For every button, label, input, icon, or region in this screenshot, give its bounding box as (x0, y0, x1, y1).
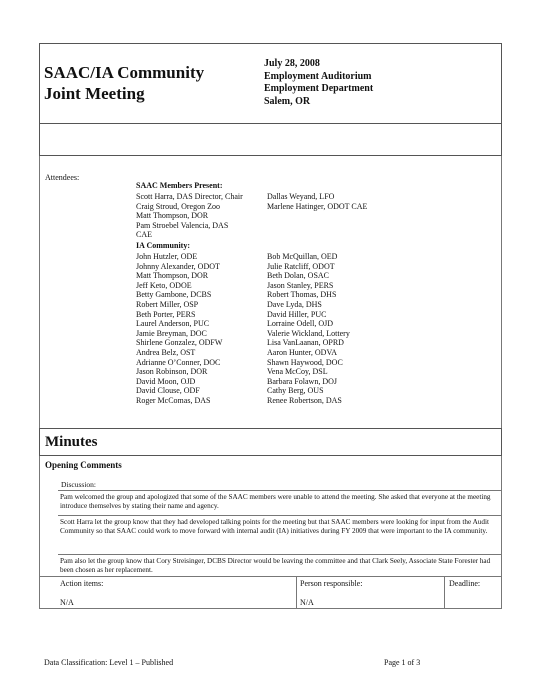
action-items-value: N/A (60, 598, 74, 607)
divider (58, 490, 501, 491)
ia-member: Roger McComas, DAS (136, 395, 211, 405)
discussion-paragraph-2: Scott Harra let the group know that they had developed talking points for the meeting but that SAAC members were looking for input from the Audit Community so that SAAC could work to move forward with internal audit (IA) initiatives during FY 2009 that were important to the IA community. (60, 518, 489, 535)
saac-member: Scott Harra, DAS Director, Chair (136, 192, 243, 201)
action-items-label: Action items: (60, 579, 104, 588)
ia-member: Laurel Anderson, PUC (136, 319, 210, 329)
meeting-venue-line2: Employment Department (264, 83, 374, 94)
saac-member: Craig Stroud, Oregon Zoo (136, 201, 220, 211)
ia-members-left (136, 252, 222, 406)
ia-member: Cathy Berg, OUS (267, 386, 324, 396)
ia-member: Matt Thompson, DOR (136, 271, 209, 281)
ia-member: Aaron Hunter, ODVA (267, 347, 337, 357)
ia-member: Jason Stanley, PERS (267, 280, 334, 290)
saac-members-left (136, 192, 243, 240)
saac-member: Dallas Weyand, LFO (267, 192, 335, 201)
ia-member: Shirlene Gonzalez, ODFW (136, 338, 223, 348)
table-bottom-border (39, 608, 502, 609)
saac-member: Pam Stroebel Valencia, DAS (136, 220, 229, 230)
meeting-title-line1: SAAC/IA Community (44, 63, 205, 82)
ia-member: Bob McQuillan, OED (267, 252, 338, 261)
ia-member: David Hiller, PUC (267, 309, 327, 319)
ia-member: Julie Ratcliff, ODOT (267, 261, 335, 271)
ia-member: David Clouse, ODF (136, 386, 200, 396)
ia-member: Shawn Haywood, DOC (267, 357, 343, 367)
ia-member: Lorraine Odell, OJD (267, 319, 333, 329)
attendees-label: Attendees: (45, 173, 80, 182)
saac-member: CAE (136, 230, 152, 240)
discussion-paragraph-3: Pam also let the group know that Cory Streisinger, DCBS Director would be leaving the committee and that Clark Seely, Associate State Forester had been chosen as her replacement. (60, 557, 491, 574)
meeting-title-line2: Joint Meeting (44, 84, 145, 103)
ia-member: Renee Robertson, DAS (267, 395, 342, 405)
ia-member: Vena McCoy, DSL (267, 367, 328, 377)
ia-member: Adrianne O’Conner, DOC (136, 357, 221, 367)
minutes-heading: Minutes (45, 434, 98, 450)
ia-member: Robert Miller, OSP (136, 299, 199, 309)
ia-member: Lisa VanLaanan, OPRD (267, 338, 344, 348)
ia-member: Robert Thomas, DHS (267, 290, 337, 300)
divider (58, 515, 501, 516)
ia-member: Andrea Belz, OST (136, 347, 196, 357)
ia-members-right (267, 252, 350, 406)
deadline-label: Deadline: (449, 579, 481, 588)
discussion-label: Discussion: (61, 480, 97, 489)
table-top-border (39, 576, 502, 577)
saac-members-right (267, 192, 367, 211)
person-responsible-label: Person responsible: (300, 579, 363, 588)
saac-member: Marlene Hatinger, ODOT CAE (267, 201, 368, 211)
person-responsible-value: N/A (300, 598, 314, 607)
table-column-divider (444, 576, 445, 608)
meeting-city: Salem, OR (264, 95, 311, 107)
ia-member: John Hutzler, ODE (136, 252, 198, 261)
ia-member: Jamie Breyman, DOC (136, 328, 207, 338)
table-column-divider (296, 576, 297, 608)
opening-comments-heading: Opening Comments (45, 460, 122, 470)
ia-member: Valerie Wickland, Lottery (267, 328, 350, 338)
divider (58, 554, 501, 555)
left-border (39, 156, 40, 428)
minutes-right-border (501, 456, 502, 608)
ia-member: Betty Gambone, DCBS (136, 290, 212, 300)
ia-member: Johnny Alexander, ODOT (136, 261, 220, 271)
discussion-paragraph-1: Pam welcomed the group and apologized that some of the SAAC members were unable to attend the meeting. She asked that everyone at the meeting introduce themselves by stating their name and agency. (60, 493, 491, 510)
meeting-venue-line1: Employment Auditorium (264, 70, 372, 82)
ia-member: David Moon, OJD (136, 376, 196, 386)
blank-band (39, 124, 502, 156)
ia-member: Beth Porter, PERS (136, 309, 196, 319)
footer-page-number: Page 1 of 3 (384, 658, 421, 667)
ia-member: Beth Dolan, OSAC (267, 271, 329, 281)
ia-community-heading: IA Community: (136, 241, 191, 250)
meeting-date: July 28, 2008 (264, 58, 320, 69)
ia-member: Jason Robinson, DOR (136, 367, 208, 377)
ia-member: Jeff Keto, ODOE (136, 280, 192, 290)
ia-member: Dave Lyda, DHS (267, 299, 322, 309)
saac-members-heading: SAAC Members Present: (136, 181, 223, 190)
right-border (501, 156, 502, 428)
minutes-left-border (39, 456, 40, 608)
footer-classification: Data Classification: Level 1 – Published (44, 658, 174, 667)
saac-member: Matt Thompson, DOR (136, 211, 209, 221)
minutes-header-box (39, 428, 502, 456)
ia-member: Barbara Folawn, DOJ (267, 376, 337, 386)
